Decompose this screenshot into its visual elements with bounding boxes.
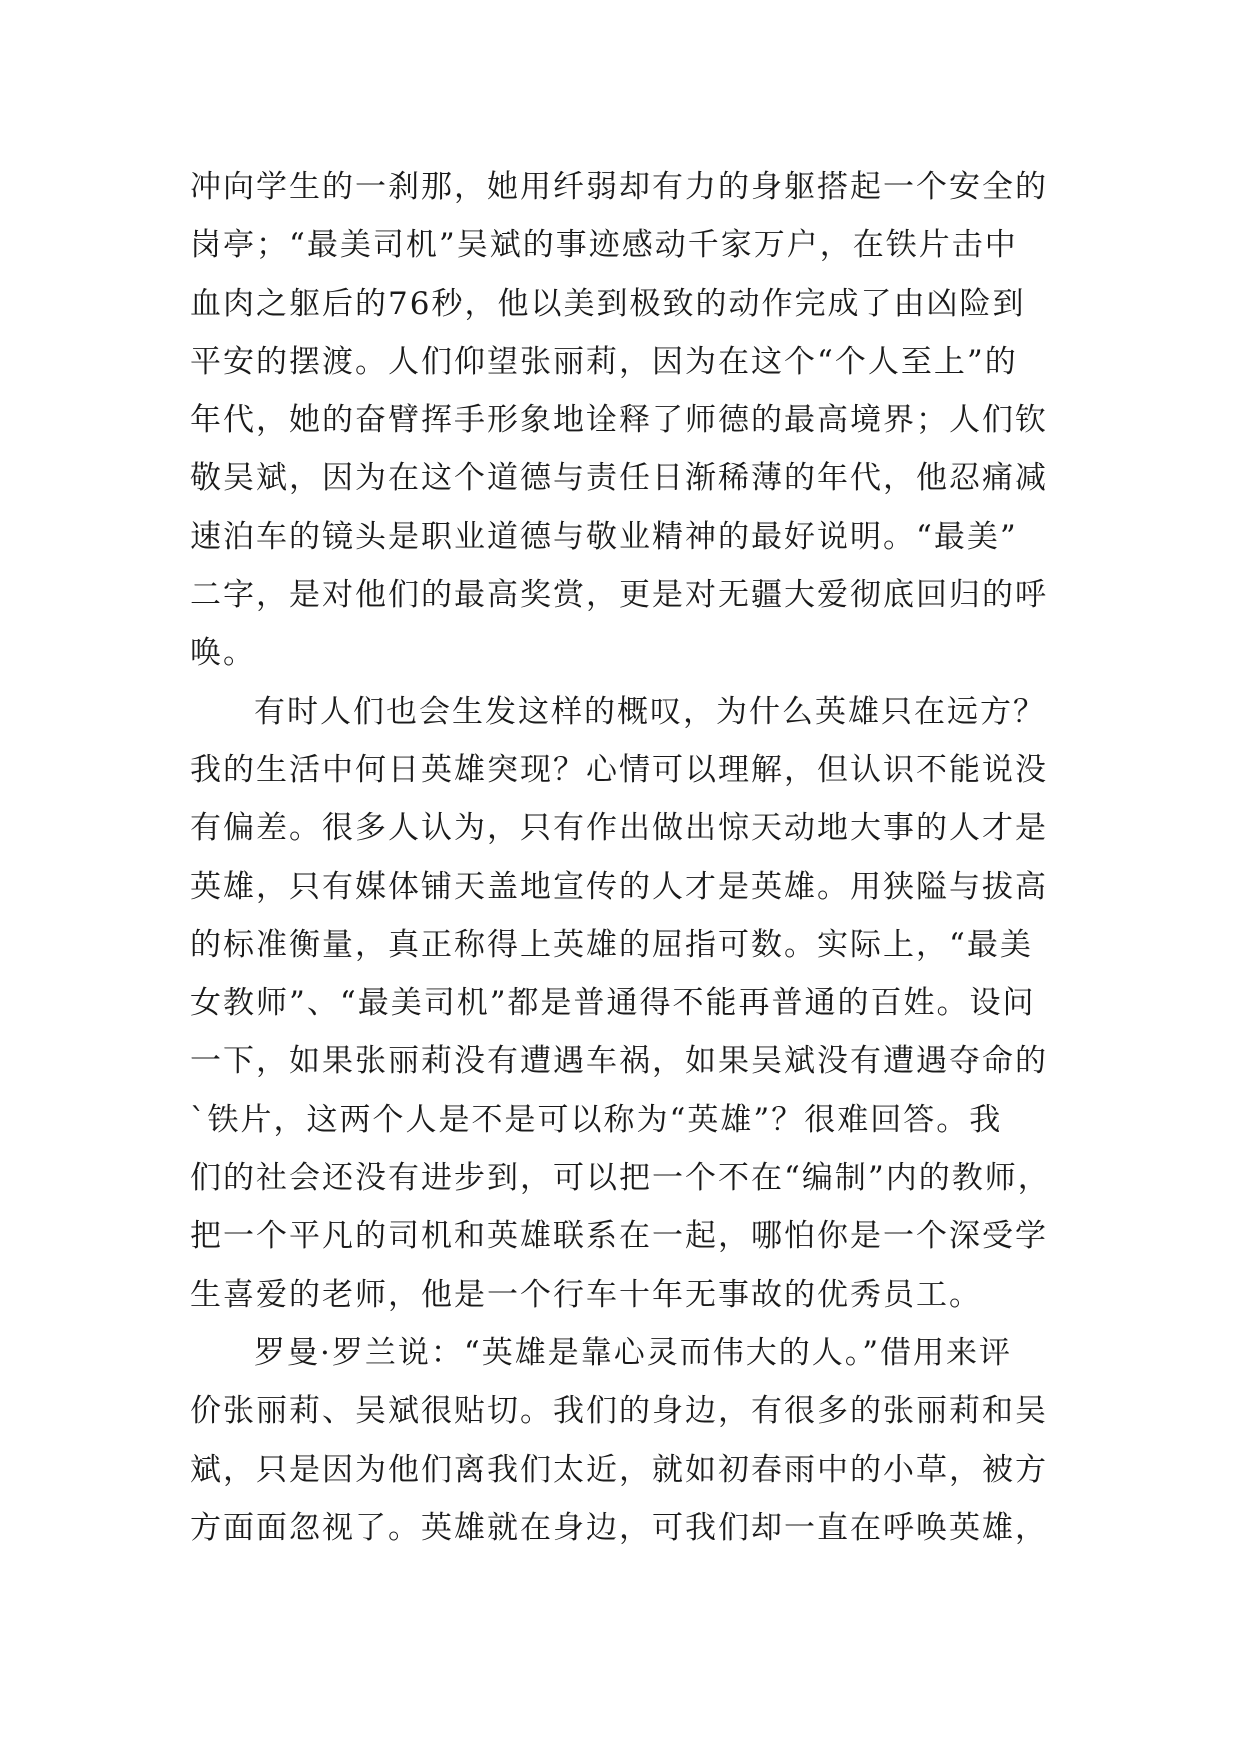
text-line: 生喜爱的老师，他是一个行车十年无事故的优秀员工。 — [190, 1276, 982, 1313]
text-line: 有时人们也会生发这样的概叹，为什么英雄只在远方？ — [254, 693, 1046, 730]
text-line: 罗曼·罗兰说：“英雄是靠心灵而伟大的人。”借用来评 — [254, 1334, 1013, 1371]
text-line: 二字，是对他们的最高奖赏，更是对无疆大爱彻底回归的呼 — [190, 577, 1048, 614]
text-line: 的标准衡量，真正称得上英雄的屈指可数。实际上，“最美 — [190, 926, 1033, 963]
text-line: 冲向学生的一刹那，她用纤弱却有力的身躯搭起一个安全的 — [190, 169, 1048, 205]
text-line: 英雄，只有媒体铺天盖地宣传的人才是英雄。用狭隘与拔高 — [190, 868, 1048, 905]
body-text — [190, 158, 1060, 1557]
text-line: 我的生活中何日英雄突现？心情可以理解，但认识不能说没 — [190, 751, 1048, 788]
text-line: 一下，如果张丽莉没有遭遇车祸，如果吴斌没有遭遇夺命的 — [190, 1043, 1048, 1080]
text-line: 敬吴斌，因为在这个道德与责任日渐稀薄的年代，他忍痛减 — [190, 460, 1048, 497]
text-line: 斌，只是因为他们离我们太近，就如初春雨中的小草，被方 — [190, 1451, 1048, 1488]
paragraph-2 — [190, 683, 1060, 1324]
text-line: 方面面忽视了。英雄就在身边，可我们却一直在呼唤英雄， — [190, 1509, 1048, 1546]
text-line: 岗亭；“最美司机”吴斌的事迹感动千家万户，在铁片击中 — [190, 227, 1018, 264]
text-line: 唤。 — [190, 635, 256, 672]
text-line: 速泊车的镜头是职业道德与敬业精神的最好说明。“最美” — [190, 518, 1018, 555]
paragraph-1 — [190, 158, 1060, 683]
text-line: 把一个平凡的司机和英雄联系在一起，哪怕你是一个深受学 — [190, 1218, 1048, 1255]
text-line: 有偏差。很多人认为，只有作出做出惊天动地大事的人才是 — [190, 810, 1048, 847]
text-line: 女教师”、“最美司机”都是普通得不能再普通的百姓。设问 — [190, 985, 1036, 1022]
text-line: 价张丽莉、吴斌很贴切。我们的身边，有很多的张丽莉和吴 — [190, 1393, 1048, 1430]
text-line: 血肉之躯后的76秒，他以美到极致的动作完成了由凶险到 — [190, 285, 1026, 322]
text-line: `铁片，这两个人是不是可以称为“英雄”？很难回答。我 — [190, 1101, 1003, 1138]
text-line: 年代，她的奋臂挥手形象地诠释了师德的最高境界；人们钦 — [190, 402, 1048, 439]
text-line: 平安的摆渡。人们仰望张丽莉，因为在这个“个人至上”的 — [190, 343, 1018, 380]
text-line: 们的社会还没有进步到，可以把一个不在“编制”内的教师， — [190, 1160, 1051, 1197]
paragraph-3 — [190, 1324, 1060, 1557]
